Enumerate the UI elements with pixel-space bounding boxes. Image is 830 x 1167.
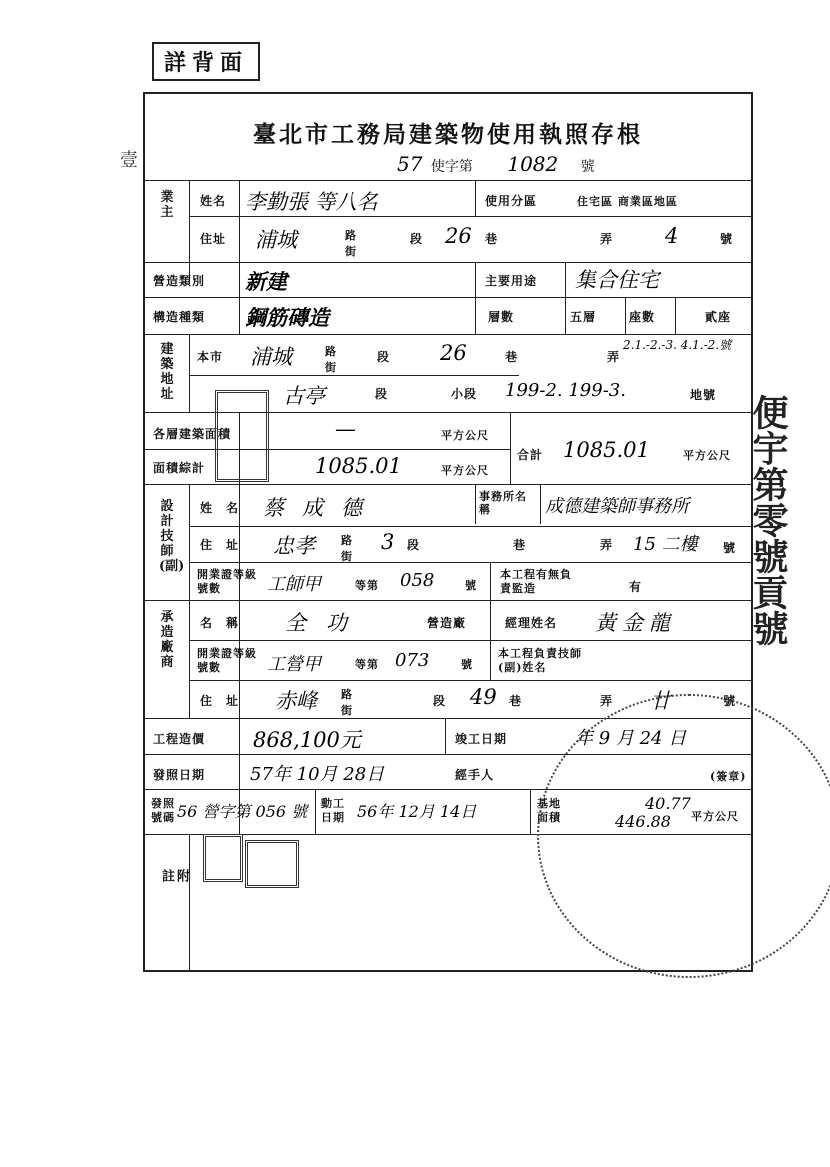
designer-office-value: 成德建築師事務所 [545, 496, 689, 517]
building-permit-label: 發照號碼 [151, 797, 175, 824]
base-area-label: 基地面積 [537, 797, 561, 824]
designer-license-no: 058 [400, 570, 435, 591]
area-row1-label: 各層建築面積 [153, 427, 232, 441]
area-total-label: 合計 [517, 448, 544, 462]
start-date-value: 56年 12月 14日 [357, 802, 477, 821]
floors-label: 層數 [488, 310, 515, 324]
designer-license-mid: 等第 [355, 579, 379, 592]
site-number-value: 2.1.-2.-3. 4.1.-2.號 [623, 338, 732, 352]
site-road-value: 浦城 [250, 345, 292, 369]
site-lane-label: 巷 [505, 350, 519, 364]
contractor-manager-value: 黃金龍 [595, 611, 676, 635]
remark-seal-large [245, 840, 299, 888]
site-lot-label: 地號 [690, 388, 717, 402]
site-section-label: 段 [377, 350, 391, 364]
units-label: 座數 [629, 310, 656, 324]
round-stamp [537, 694, 830, 978]
designer-supervise-value: 有 [629, 580, 643, 594]
main-use-value: 集合住宅 [575, 268, 659, 292]
designer-office-label: 事務所名稱 [479, 490, 527, 516]
designer-group-label: 設計技師(副) [159, 499, 185, 574]
owner-number-value: 4 [665, 224, 679, 248]
contractor-factory-label: 營造廠 [427, 616, 467, 630]
site-city-label: 本市 [197, 350, 224, 364]
site-section-value: 26 [440, 341, 467, 365]
contractor-name-label: 名稱 [200, 616, 253, 630]
site-alley-label: 弄 [607, 350, 621, 364]
designer-number-label: 號 [723, 541, 737, 555]
contractor-lane-label: 巷 [509, 694, 523, 708]
structure-label: 構造種類 [153, 310, 206, 324]
site-lot-value: 199-2. 199-3. [505, 380, 626, 401]
start-date-label: 動工日期 [321, 797, 345, 824]
designer-license-suffix: 號 [465, 579, 477, 592]
contractor-road-label: 路街 [341, 688, 353, 717]
site-road-label: 路街 [325, 345, 337, 374]
complete-value: 年 9 月 24 日 [575, 728, 687, 749]
designer-alley-label: 弄 [600, 538, 614, 552]
contractor-group-label: 承造廠商 [160, 610, 174, 670]
contractor-tech-label: 本工程負責技師(副)姓名 [498, 647, 582, 674]
complete-label: 竣工日期 [455, 732, 508, 746]
cost-label: 工程造價 [153, 732, 206, 746]
area-row1-value: — [335, 417, 356, 441]
units-value: 貳座 [705, 310, 732, 324]
area-total-unit: 平方公尺 [683, 449, 731, 462]
owner-name-label: 姓名 [200, 194, 227, 208]
owner-group-label: 業主 [160, 190, 174, 220]
site-group-label: 建築地址 [160, 342, 174, 402]
designer-lane-label: 巷 [513, 538, 527, 552]
designer-address-value: 忠孝 [273, 534, 315, 558]
base-area-value: 40.77 [645, 794, 691, 813]
contractor-number-label: 號 [723, 694, 737, 708]
signature-label: (簽章) [710, 770, 747, 783]
area-row1-unit: 平方公尺 [441, 429, 489, 442]
owner-lane-label: 巷 [485, 232, 499, 246]
contractor-license-suffix: 號 [461, 658, 473, 671]
cost-value: 868,100元 [253, 728, 361, 752]
area-row2-unit: 平方公尺 [441, 464, 489, 477]
main-use-label: 主要用途 [485, 274, 538, 288]
contractor-alley-label: 弄 [600, 694, 614, 708]
margin-vertical-text: 便宇第零號貢號 [747, 394, 789, 646]
stamp-seal [215, 390, 269, 482]
margin-left-mark: 壹 [120, 150, 138, 171]
zone-value: 住宅區 商業區地區 [577, 195, 678, 208]
contractor-number-value: 廿 [650, 689, 671, 713]
site-subsection-label: 小段 [451, 387, 478, 401]
floor-area-value: 446.88 [615, 812, 671, 831]
designer-name-label: 姓名 [200, 501, 253, 515]
owner-name-value: 李勤張 等八名 [245, 190, 378, 214]
remark-seal-small [203, 834, 243, 882]
designer-road-label: 路街 [341, 534, 353, 563]
site-district-label: 段 [375, 387, 389, 401]
contractor-section-value: 49 [470, 685, 497, 709]
designer-name-value: 蔡成德 [263, 496, 380, 520]
owner-road-label: 路街 [345, 229, 357, 258]
owner-city: 浦城 [255, 228, 297, 252]
designer-supervise-label: 本工程有無負責監造 [500, 568, 572, 595]
contractor-name-value: 全功 [285, 611, 367, 635]
handler-label: 經手人 [455, 768, 495, 782]
area-total-value: 1085.01 [563, 438, 650, 462]
issue-date-value: 57年 10月 28日 [250, 764, 385, 785]
contractor-manager-label: 經理姓名 [505, 616, 558, 630]
owner-alley-label: 弄 [600, 232, 614, 246]
owner-address-label: 住址 [200, 232, 227, 246]
construction-type-label: 營造類別 [153, 274, 206, 288]
permit-number: 57 使字第 1082 號 [397, 152, 595, 176]
contractor-section-label: 段 [433, 694, 447, 708]
designer-number-value: 15 二樓 [633, 534, 698, 555]
site-district-value: 古亭 [283, 384, 325, 408]
designer-license-value: 工師甲 [267, 574, 321, 595]
issue-date-label: 發照日期 [153, 768, 206, 782]
designer-section-value: 3 [381, 530, 395, 554]
contractor-address-label: 住址 [200, 694, 253, 708]
building-permit-value: 56 營字第 056 號 [177, 802, 308, 821]
contractor-address-value: 赤峰 [275, 689, 317, 713]
contractor-license-label: 開業證等級號數 [197, 647, 257, 674]
owner-section-label: 段 [410, 232, 424, 246]
floors-value: 五層 [570, 310, 597, 324]
permit-form [143, 92, 753, 972]
base-area-unit: 平方公尺 [691, 810, 739, 823]
zone-label: 使用分區 [485, 194, 538, 208]
designer-license-label: 開業證等級號數 [197, 568, 257, 595]
designer-address-label: 住址 [200, 538, 253, 552]
form-title: 臺北市工務局建築物使用執照存根 [253, 121, 643, 148]
contractor-license-value: 工營甲 [267, 654, 321, 675]
construction-type-value: 新建 [245, 269, 287, 294]
contractor-license-no: 073 [395, 650, 430, 671]
owner-number-label: 號 [720, 232, 734, 246]
area-row2-label: 面積綜計 [153, 461, 206, 475]
remarks-label: 附註 [159, 868, 189, 942]
area-row2-value: 1085.01 [315, 454, 402, 478]
owner-section-value: 26 [445, 224, 472, 248]
structure-value: 鋼筋磚造 [245, 305, 329, 330]
corner-tag: 詳背面 [152, 42, 260, 81]
designer-section-label: 段 [407, 538, 421, 552]
contractor-license-mid: 等第 [355, 658, 379, 671]
